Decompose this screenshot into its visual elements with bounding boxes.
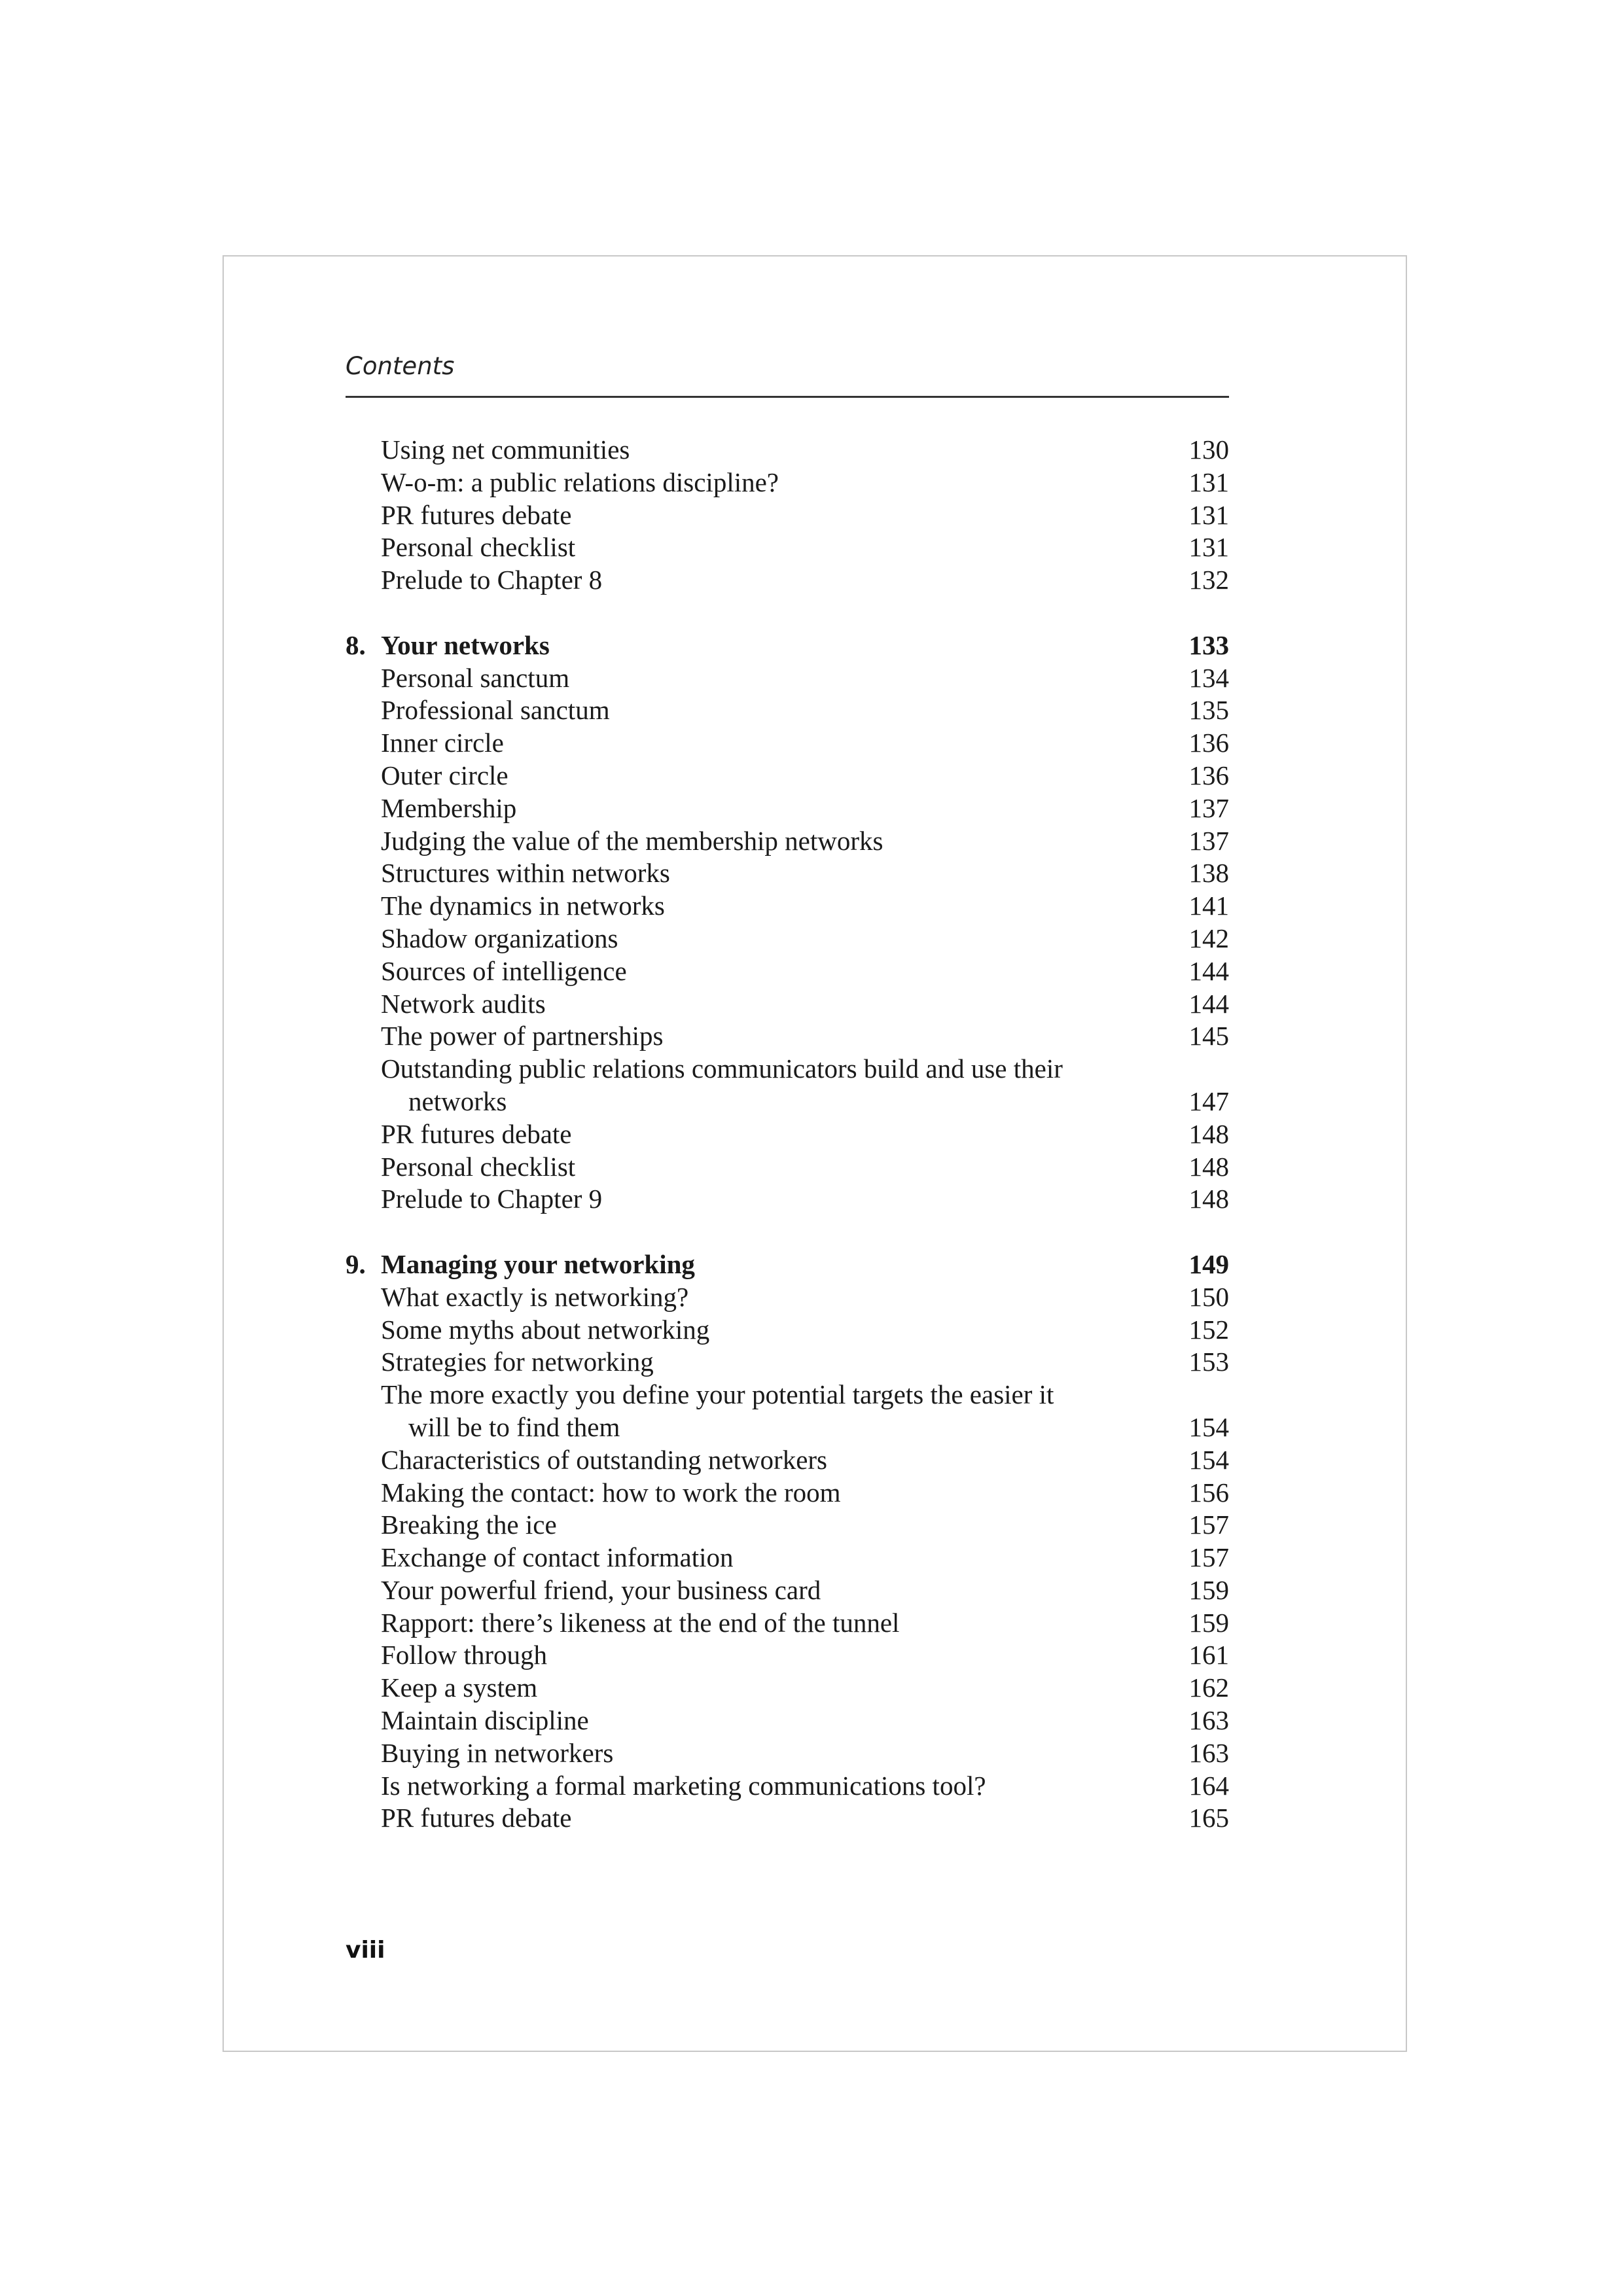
toc-entry: [346, 1346, 1229, 1379]
chapter-number: 8.: [346, 629, 366, 660]
entry-title: [381, 857, 670, 890]
entry-title: [381, 1444, 827, 1477]
entry-title-line: Outstanding public relations communicators build and use their: [381, 1053, 1063, 1084]
entry-title: [381, 499, 571, 532]
entry-title: [381, 467, 779, 499]
entry-title: [381, 531, 575, 564]
entry-page-number: 142: [1188, 923, 1229, 953]
toc-entry: [346, 1770, 1229, 1803]
entry-title-line: Outer circle: [381, 760, 508, 790]
entry-title-line: Rapport: there’s likeness at the end of the tunnel: [381, 1607, 900, 1638]
toc-entry: [346, 1704, 1229, 1737]
entry-title-line: Inner circle: [381, 728, 504, 758]
header-rule: [346, 396, 1229, 398]
entry-page-number: 138: [1188, 858, 1229, 889]
entry-title: [381, 1704, 589, 1737]
entry-page-number: 150: [1188, 1281, 1229, 1312]
entry-title: [381, 1053, 1063, 1118]
entry-title-line: W-o-m: a public relations discipline?: [381, 467, 779, 497]
entry-page-number: 161: [1188, 1640, 1229, 1670]
entry-page-number: 132: [1188, 565, 1229, 595]
toc-entry: [346, 1672, 1229, 1704]
entry-title-line: Characteristics of outstanding networkers: [381, 1444, 828, 1475]
toc-entry: [346, 1053, 1229, 1118]
entry-page-number: 157: [1188, 1510, 1229, 1540]
entry-page-number: 156: [1188, 1477, 1229, 1508]
entry-title-line: Personal sanctum: [381, 662, 570, 693]
entry-title-line: Your powerful friend, your business card: [381, 1574, 821, 1605]
entry-page-number: 154: [1188, 1444, 1229, 1475]
table-of-contents: [346, 434, 1229, 1835]
entry-page-number: 148: [1188, 1184, 1229, 1214]
entry-title-line: PR futures debate: [381, 499, 572, 530]
entry-page-number: 148: [1188, 1118, 1229, 1149]
toc-entry: [346, 662, 1229, 695]
toc-entry: [346, 727, 1229, 760]
entry-title-line: Is networking a formal marketing communications tool?: [381, 1770, 986, 1801]
toc-entry: [346, 1314, 1229, 1347]
entry-title-line: Maintain discipline: [381, 1705, 589, 1736]
toc-entry: [346, 1737, 1229, 1770]
entry-title: [381, 955, 627, 988]
toc-entry: [346, 1151, 1229, 1184]
entry-page-number: 147: [1188, 1086, 1229, 1116]
entry-page-number: 157: [1188, 1542, 1229, 1573]
entry-title-line: The more exactly you define your potential targets the easier it: [381, 1379, 1054, 1410]
entry-title-line: Using net communities: [381, 434, 630, 465]
toc-entry: [346, 1574, 1229, 1607]
entry-page-number: 144: [1188, 955, 1229, 986]
entry-page-number: 164: [1188, 1770, 1229, 1801]
entry-title: [381, 1020, 664, 1053]
entry-title-line: PR futures debate: [381, 1118, 572, 1149]
entry-page-number: 135: [1188, 695, 1229, 726]
entry-page-number: 144: [1188, 988, 1229, 1019]
entry-title: [381, 890, 665, 923]
entry-title-line: Structures within networks: [381, 858, 670, 889]
entry-title-line: Professional sanctum: [381, 695, 610, 726]
toc-chapter-entry: [346, 629, 1229, 662]
entry-title: [381, 1574, 821, 1607]
toc-entry: [346, 1607, 1229, 1640]
toc-entry: [346, 499, 1229, 532]
entry-title: [381, 1607, 899, 1640]
entry-title: [381, 1639, 547, 1672]
toc-entry: [346, 792, 1229, 825]
toc-entry: [346, 1379, 1229, 1444]
entry-title: [381, 629, 550, 662]
entry-title-line: What exactly is networking?: [381, 1281, 689, 1312]
entry-title: [381, 825, 883, 858]
entry-page-number: 133: [1188, 629, 1229, 660]
entry-title-line: Strategies for networking: [381, 1347, 654, 1377]
entry-title: [381, 1509, 557, 1542]
entry-page-number: 153: [1188, 1347, 1229, 1377]
entry-page-number: 154: [1188, 1411, 1229, 1442]
entry-page-number: 145: [1188, 1021, 1229, 1051]
entry-title: [381, 1477, 841, 1510]
entry-title-line: Buying in networkers: [381, 1737, 614, 1768]
entry-title: [381, 1248, 695, 1281]
entry-title: [381, 564, 602, 597]
toc-entry: [346, 760, 1229, 792]
entry-page-number: 136: [1188, 760, 1229, 790]
toc-entry: [346, 857, 1229, 890]
entry-page-number: 165: [1188, 1803, 1229, 1833]
chapter-number: 9.: [346, 1248, 366, 1279]
toc-entry: [346, 923, 1229, 955]
entry-title: [381, 662, 569, 695]
toc-entry: [346, 467, 1229, 499]
entry-title-continuation: networks: [408, 1086, 507, 1116]
entry-title: [381, 1542, 734, 1574]
entry-title: [381, 760, 508, 792]
toc-entry: [346, 1118, 1229, 1151]
entry-title-line: PR futures debate: [381, 1803, 572, 1833]
entry-title: [381, 1151, 575, 1184]
entry-page-number: 162: [1188, 1672, 1229, 1703]
entry-title-line: The power of partnerships: [381, 1021, 664, 1051]
toc-entry: [346, 1542, 1229, 1574]
entry-title-line: The dynamics in networks: [381, 891, 665, 921]
entry-page-number: 137: [1188, 825, 1229, 856]
toc-entry: [346, 1444, 1229, 1477]
entry-title-line: Prelude to Chapter 9: [381, 1184, 603, 1214]
toc-entry: [346, 1020, 1229, 1053]
toc-chapter-entry: [346, 1248, 1229, 1281]
entry-page-number: 148: [1188, 1151, 1229, 1182]
entry-page-number: 131: [1188, 467, 1229, 497]
toc-entry: [346, 825, 1229, 858]
entry-title-line: Your networks: [381, 629, 550, 660]
entry-page-number: 136: [1188, 728, 1229, 758]
entry-page-number: 152: [1188, 1314, 1229, 1345]
toc-entry: [346, 434, 1229, 467]
entry-page-number: 130: [1188, 434, 1229, 465]
toc-entry: [346, 1281, 1229, 1314]
entry-title: [381, 1314, 709, 1347]
entry-title: [381, 1770, 986, 1803]
entry-title-line: Sources of intelligence: [381, 955, 627, 986]
entry-page-number: 131: [1188, 499, 1229, 530]
entry-title-line: Follow through: [381, 1640, 547, 1670]
entry-title-line: Managing your networking: [381, 1248, 695, 1279]
entry-title-line: Personal checklist: [381, 1151, 576, 1182]
entry-title: [381, 1183, 602, 1216]
entry-title: [381, 1379, 1054, 1444]
toc-entry: [346, 988, 1229, 1021]
toc-entry: [346, 1509, 1229, 1542]
entry-title: [381, 1672, 537, 1704]
entry-title: [381, 1346, 654, 1379]
toc-entry: [346, 955, 1229, 988]
toc-entry: [346, 531, 1229, 564]
entry-title: [381, 1737, 613, 1770]
entry-title-line: Judging the value of the membership networks: [381, 825, 883, 856]
toc-entry: [346, 564, 1229, 597]
entry-title-line: Network audits: [381, 988, 546, 1019]
toc-entry: [346, 1639, 1229, 1672]
toc-entry: [346, 1183, 1229, 1216]
toc-entry: [346, 890, 1229, 923]
entry-page-number: 137: [1188, 792, 1229, 823]
toc-entry: [346, 1802, 1229, 1835]
entry-title-line: Personal checklist: [381, 532, 576, 563]
entry-title-line: Exchange of contact information: [381, 1542, 734, 1573]
entry-title: [381, 988, 546, 1021]
entry-page-number: 131: [1188, 532, 1229, 563]
entry-page-number: 159: [1188, 1574, 1229, 1605]
toc-entry: [346, 1477, 1229, 1510]
entry-title: [381, 1802, 571, 1835]
entry-title-line: Shadow organizations: [381, 923, 618, 953]
entry-title: [381, 1281, 688, 1314]
entry-title: [381, 727, 504, 760]
page-number: viii: [346, 1937, 385, 1964]
running-header: Contents: [346, 352, 455, 380]
toc-entry: [346, 694, 1229, 727]
entry-title: [381, 434, 630, 467]
entry-page-number: 163: [1188, 1737, 1229, 1768]
entry-page-number: 163: [1188, 1705, 1229, 1736]
entry-title: [381, 1118, 571, 1151]
entry-title-line: Some myths about networking: [381, 1314, 710, 1345]
entry-title-line: Prelude to Chapter 8: [381, 565, 603, 595]
entry-title-continuation: will be to find them: [408, 1411, 620, 1442]
entry-title-line: Keep a system: [381, 1672, 538, 1703]
entry-page-number: 149: [1188, 1248, 1229, 1279]
entry-title-line: Membership: [381, 792, 517, 823]
entry-page-number: 141: [1188, 891, 1229, 921]
entry-title: [381, 792, 516, 825]
entry-page-number: 159: [1188, 1607, 1229, 1638]
entry-title: [381, 923, 618, 955]
entry-page-number: 134: [1188, 662, 1229, 693]
entry-title-line: Breaking the ice: [381, 1510, 557, 1540]
entry-title: [381, 694, 610, 727]
entry-title-line: Making the contact: how to work the room: [381, 1477, 841, 1508]
